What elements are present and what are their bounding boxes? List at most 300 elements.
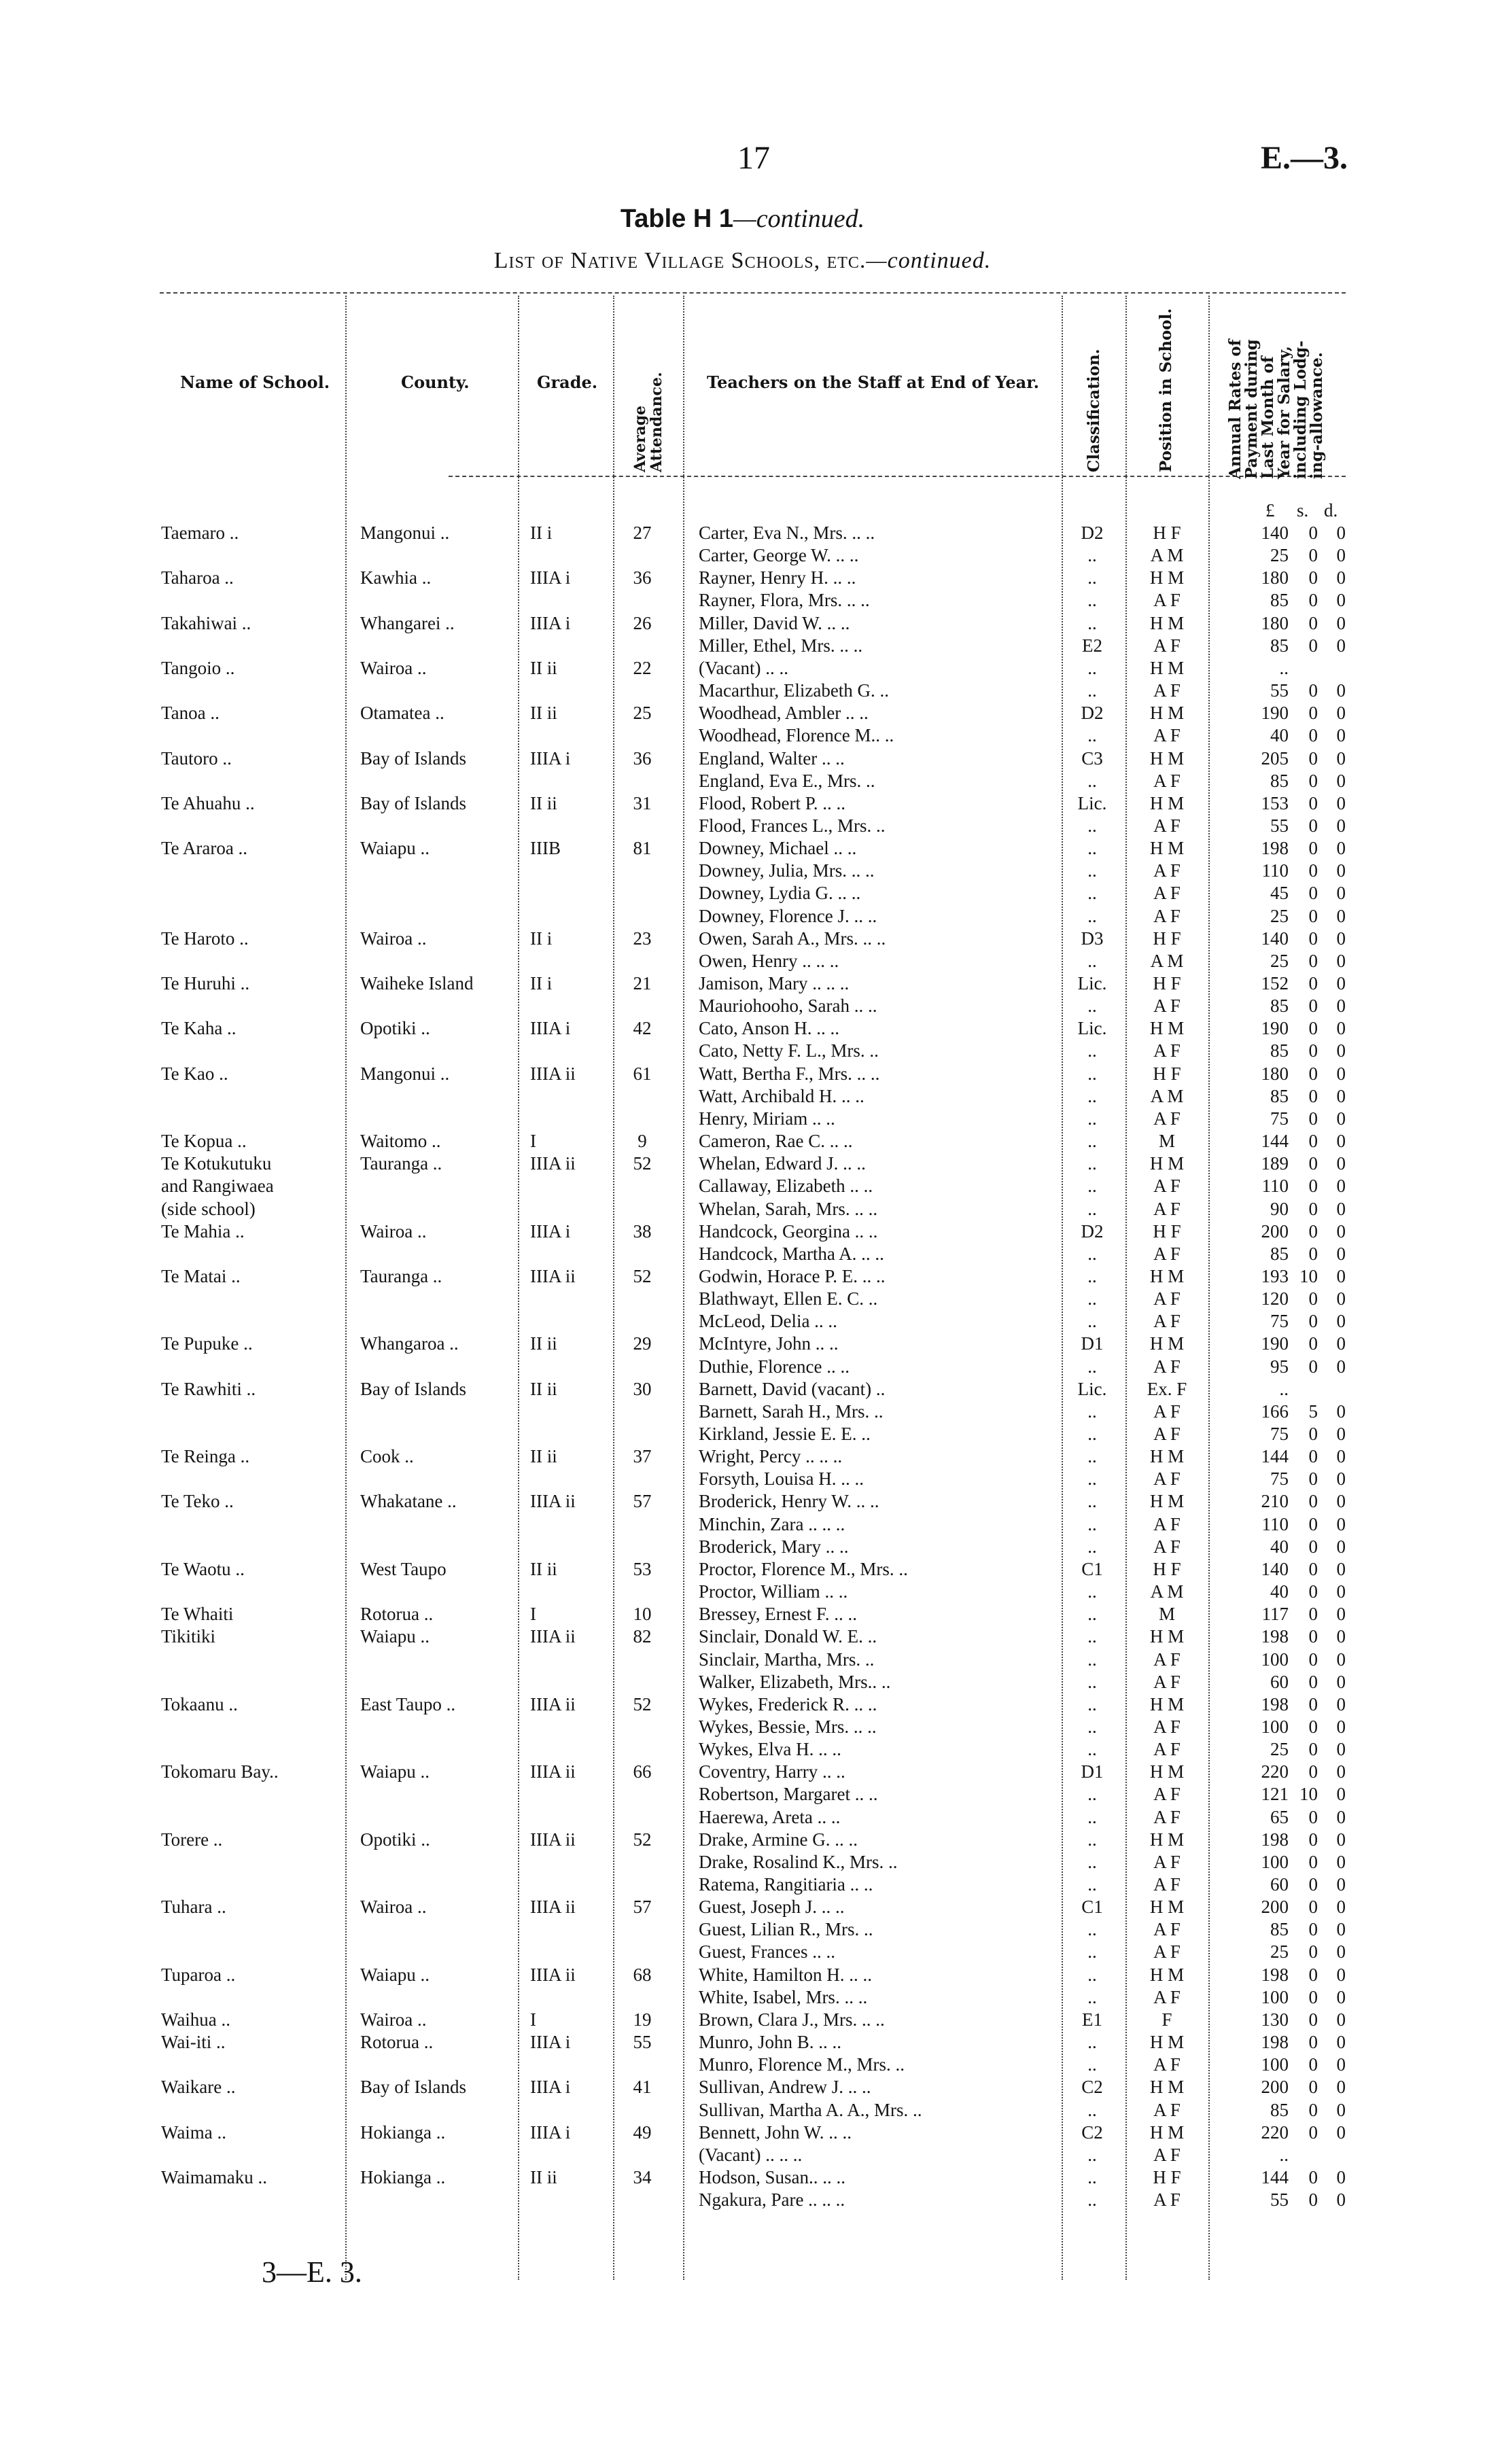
teacher-name: Sullivan, Martha A. A., Mrs. .. [699, 2100, 922, 2120]
pence-value: 0 [1336, 1153, 1346, 1174]
position-value: A F [1153, 680, 1181, 701]
classification-value: .. [1087, 725, 1097, 745]
teacher-name: Broderick, Henry W. .. .. [699, 1491, 879, 1511]
teacher-name: Sinclair, Donald W. E. .. [699, 1626, 877, 1647]
school-name: Te Pupuke .. [161, 1333, 253, 1354]
position-value: A F [1153, 996, 1181, 1016]
grade-value: IIIA ii [530, 1761, 576, 1782]
header-rates-line: Year for Salary, [1275, 346, 1293, 479]
pence-value: 0 [1336, 1401, 1346, 1422]
classification-value: D2 [1081, 703, 1104, 723]
school-name: Wai-iti .. [161, 2032, 226, 2052]
attendance-value: 36 [633, 567, 652, 588]
pounds-value: 110 [1261, 860, 1289, 881]
grade-value: I [530, 1131, 536, 1151]
shillings-value: 0 [1308, 1199, 1318, 1219]
school-name: Te Teko .. [161, 1491, 234, 1511]
position-value: H F [1153, 973, 1181, 993]
pence-value: 0 [1336, 1784, 1346, 1804]
teacher-name: Jamison, Mary .. .. .. [699, 973, 850, 993]
pounds-value: 75 [1270, 1468, 1289, 1489]
teacher-name: Munro, John B. .. .. [699, 2032, 842, 2052]
pounds-value: 100 [1261, 1649, 1289, 1670]
teacher-name: Downey, Lydia G. .. .. [699, 883, 861, 903]
pounds-value: 220 [1261, 1761, 1289, 1782]
shillings-value: 0 [1308, 793, 1318, 813]
county-name: East Taupo .. [360, 1694, 456, 1714]
pence-value: 0 [1336, 1018, 1346, 1038]
shillings-value: 0 [1308, 2100, 1318, 2120]
teacher-name: Duthie, Florence .. .. [699, 1356, 850, 1377]
position-value: A F [1153, 1199, 1181, 1219]
county-name: Wairoa .. [360, 658, 427, 678]
pounds-value: 85 [1270, 2100, 1289, 2120]
position-value: A F [1153, 1941, 1181, 1962]
pence-value: 0 [1336, 725, 1346, 745]
classification-value: D1 [1081, 1333, 1104, 1354]
classification-value: .. [1087, 1288, 1097, 1309]
classification-value: D1 [1081, 1761, 1104, 1782]
pounds-value: 25 [1270, 906, 1289, 926]
pounds-value: 205 [1261, 748, 1289, 769]
pounds-value: 100 [1261, 1987, 1289, 2007]
attendance-value: 53 [633, 1559, 652, 1579]
pence-value: 0 [1336, 1852, 1346, 1872]
shillings-value: 0 [1308, 545, 1318, 565]
teacher-name: White, Hamilton H. .. .. [699, 1965, 872, 1985]
county-name: Rotorua .. [360, 1604, 434, 1624]
shillings-value: 0 [1308, 1604, 1318, 1624]
pounds-value: 95 [1270, 1356, 1289, 1377]
teacher-name: Flood, Robert P. .. .. [699, 793, 846, 813]
attendance-value: 52 [633, 1694, 652, 1714]
header-position: Position in School. [1157, 308, 1175, 472]
school-name: Te Ahuahu .. [161, 793, 255, 813]
pence-value: 0 [1336, 1040, 1346, 1061]
pounds-value: .. [1279, 2145, 1289, 2165]
school-name: Tautoro .. [161, 748, 232, 769]
position-value: M [1158, 1131, 1175, 1151]
school-name: and Rangiwaea [161, 1176, 274, 1196]
county-name: Wairoa .. [360, 1897, 427, 1917]
currency-shillings-header: s. [1297, 500, 1309, 521]
pounds-value: 198 [1261, 1694, 1289, 1714]
teacher-name: Drake, Armine G. .. .. [699, 1829, 858, 1850]
grade-value: II ii [530, 1379, 557, 1399]
teacher-name: Handcock, Martha A. .. .. [699, 1244, 884, 1264]
classification-value: .. [1087, 906, 1097, 926]
teacher-name: (Vacant) .. .. .. [699, 2145, 803, 2165]
county-name: Wairoa .. [360, 2009, 427, 2030]
shillings-value: 0 [1308, 1987, 1318, 2007]
shillings-value: 0 [1308, 1807, 1318, 1827]
classification-value: .. [1087, 590, 1097, 610]
shillings-value: 0 [1308, 1333, 1318, 1354]
pence-value: 0 [1336, 1919, 1346, 1939]
classification-value: .. [1087, 1063, 1097, 1084]
teacher-name: Ngakura, Pare .. .. .. [699, 2189, 845, 2210]
pence-value: 0 [1336, 613, 1346, 633]
school-name: Te Whaiti [161, 1604, 234, 1624]
pounds-value: 60 [1270, 1874, 1289, 1895]
shillings-value: 0 [1308, 1108, 1318, 1129]
grade-value: II i [530, 928, 553, 949]
county-name: Tauranga .. [360, 1153, 442, 1174]
pounds-value: 85 [1270, 1244, 1289, 1264]
county-name: Cook .. [360, 1446, 414, 1466]
pence-value: 0 [1336, 1288, 1346, 1309]
school-name: Te Rawhiti .. [161, 1379, 256, 1399]
attendance-value: 66 [633, 1761, 652, 1782]
currency-pence-header: d. [1324, 500, 1338, 521]
school-name: Te Kopua .. [161, 1131, 247, 1151]
shillings-value: 0 [1308, 2032, 1318, 2052]
attendance-value: 21 [633, 973, 652, 993]
attendance-value: 36 [633, 748, 652, 769]
county-name: Waiapu .. [360, 1965, 430, 1985]
pence-value: 0 [1336, 1108, 1346, 1129]
school-name: Takahiwai .. [161, 613, 251, 633]
shillings-value: 0 [1308, 1153, 1318, 1174]
classification-value: Lic. [1077, 1379, 1107, 1399]
teacher-name: Guest, Lilian R., Mrs. .. [699, 1919, 873, 1939]
shillings-value: 0 [1308, 883, 1318, 903]
attendance-value: 81 [633, 838, 652, 858]
grade-value: IIIA ii [530, 1063, 576, 1084]
teacher-name: Woodhead, Ambler .. .. [699, 703, 869, 723]
school-name: Taharoa .. [161, 567, 234, 588]
school-name: Te Kao .. [161, 1063, 228, 1084]
school-name: (side school) [161, 1199, 256, 1219]
county-name: Whangaroa .. [360, 1333, 459, 1354]
position-value: A F [1153, 1739, 1181, 1759]
pounds-value: 40 [1270, 1581, 1289, 1602]
pounds-value: 180 [1261, 1063, 1289, 1084]
shillings-value: 0 [1308, 635, 1318, 656]
classification-value: .. [1087, 1581, 1097, 1602]
shillings-value: 0 [1308, 1829, 1318, 1850]
teacher-name: Cato, Anson H. .. .. [699, 1018, 840, 1038]
pounds-value: 55 [1270, 2189, 1289, 2210]
pounds-value: 198 [1261, 1829, 1289, 1850]
position-value: H M [1149, 2032, 1185, 2052]
shillings-value: 0 [1308, 1424, 1318, 1444]
grade-value: IIIA i [530, 2032, 571, 2052]
table-title [0, 204, 1485, 234]
pence-value: 0 [1336, 1941, 1346, 1962]
pence-value: 0 [1336, 793, 1346, 813]
pence-value: 0 [1336, 1131, 1346, 1151]
position-value: A F [1153, 1536, 1181, 1557]
pounds-value: 220 [1261, 2122, 1289, 2143]
shillings-value: 0 [1308, 1018, 1318, 1038]
teacher-name: Rayner, Flora, Mrs. .. .. [699, 590, 870, 610]
grade-value: IIIA ii [530, 1266, 576, 1286]
classification-value: .. [1087, 1784, 1097, 1804]
table-top-rule [160, 292, 1346, 294]
teacher-name: Sinclair, Martha, Mrs. .. [699, 1649, 875, 1670]
classification-value: .. [1087, 1491, 1097, 1511]
school-name: Torere .. [161, 1829, 223, 1850]
position-value: A F [1153, 2145, 1181, 2165]
pence-value: 0 [1336, 883, 1346, 903]
classification-value: .. [1087, 1266, 1097, 1286]
pounds-value: 140 [1261, 523, 1289, 543]
pence-value: 0 [1336, 1761, 1346, 1782]
shillings-value: 0 [1308, 860, 1318, 881]
grade-value: I [530, 2009, 536, 2030]
position-value: A F [1153, 1356, 1181, 1377]
pounds-value: 85 [1270, 590, 1289, 610]
attendance-value: 37 [633, 1446, 652, 1466]
position-value: H M [1149, 793, 1185, 813]
attendance-value: 57 [633, 1491, 652, 1511]
position-value: A M [1150, 1086, 1184, 1106]
pounds-value: 25 [1270, 951, 1289, 971]
attendance-value: 34 [633, 2167, 652, 2187]
pounds-value: 100 [1261, 1852, 1289, 1872]
pence-value: 0 [1336, 906, 1346, 926]
table-subtitle [0, 248, 1485, 274]
pence-value: 0 [1336, 703, 1346, 723]
position-value: Ex. F [1147, 1379, 1187, 1399]
classification-value: C2 [1081, 2122, 1103, 2143]
teacher-name: Wykes, Frederick R. .. .. [699, 1694, 877, 1714]
pence-value: 0 [1336, 748, 1346, 769]
classification-value: .. [1087, 545, 1097, 565]
pence-value: 0 [1336, 2009, 1346, 2030]
header-rates-line: ing-allowance. [1308, 352, 1326, 479]
school-name: Tikitiki [161, 1626, 216, 1647]
pence-value: 0 [1336, 2100, 1346, 2120]
position-value: H F [1153, 523, 1181, 543]
school-name: Taemaro .. [161, 523, 239, 543]
position-value: H M [1149, 658, 1185, 678]
pence-value: 0 [1336, 951, 1346, 971]
shillings-value: 0 [1308, 1626, 1318, 1647]
classification-value: Lic. [1077, 793, 1107, 813]
position-value: A F [1153, 1852, 1181, 1872]
teacher-name: Carter, Eva N., Mrs. .. .. [699, 523, 875, 543]
pence-value: 0 [1336, 1626, 1346, 1647]
classification-value: .. [1087, 1086, 1097, 1106]
pence-value: 0 [1336, 2077, 1346, 2097]
attendance-value: 29 [633, 1333, 652, 1354]
teacher-name: Watt, Archibald H. .. .. [699, 1086, 864, 1106]
header-rates-line: Payment during [1242, 339, 1261, 479]
pounds-value: 40 [1270, 725, 1289, 745]
county-name: Kawhia .. [360, 567, 432, 588]
position-value: H M [1149, 1626, 1185, 1647]
classification-value: .. [1087, 1108, 1097, 1129]
school-name: Waihua .. [161, 2009, 231, 2030]
header-rates-line: including Lodg- [1291, 340, 1310, 479]
shillings-value: 10 [1299, 1266, 1318, 1286]
classification-value: .. [1087, 1244, 1097, 1264]
header-bottom-rule [449, 476, 1346, 477]
pounds-value: 198 [1261, 1965, 1289, 1985]
shillings-value: 0 [1308, 1514, 1318, 1534]
teacher-name: Hodson, Susan.. .. .. [699, 2167, 846, 2187]
shillings-value: 0 [1308, 1874, 1318, 1895]
pounds-value: 25 [1270, 1739, 1289, 1759]
pounds-value: 180 [1261, 613, 1289, 633]
grade-value: IIIA i [530, 2077, 571, 2097]
grade-value: II ii [530, 1559, 557, 1579]
shillings-value: 0 [1308, 815, 1318, 836]
classification-value: C1 [1081, 1559, 1103, 1579]
position-value: H M [1149, 1266, 1185, 1286]
position-value: A M [1150, 1581, 1184, 1602]
position-value: H F [1153, 1559, 1181, 1579]
school-name: Te Haroto .. [161, 928, 249, 949]
shillings-value: 0 [1308, 1356, 1318, 1377]
classification-value: .. [1087, 883, 1097, 903]
position-value: A M [1150, 951, 1184, 971]
position-value: H M [1149, 1965, 1185, 1985]
header-grade: Grade. [537, 372, 598, 392]
position-value: A F [1153, 1108, 1181, 1129]
shillings-value: 0 [1308, 680, 1318, 701]
position-value: A F [1153, 1987, 1181, 2007]
grade-value: IIIB [530, 838, 561, 858]
classification-value: .. [1087, 2100, 1097, 2120]
attendance-value: 9 [637, 1131, 647, 1151]
shillings-value: 0 [1308, 973, 1318, 993]
classification-value: .. [1087, 1040, 1097, 1061]
pounds-value: 75 [1270, 1424, 1289, 1444]
school-name: Te Reinga .. [161, 1446, 250, 1466]
pounds-value: 85 [1270, 1919, 1289, 1939]
teacher-name: Bressey, Ernest F. .. .. [699, 1604, 858, 1624]
position-value: H M [1149, 1018, 1185, 1038]
teacher-name: Ratema, Rangitiaria .. .. [699, 1874, 873, 1895]
position-value: H F [1153, 1063, 1181, 1084]
grade-value: IIIA ii [530, 1897, 576, 1917]
grade-value: II ii [530, 1446, 557, 1466]
attendance-value: 57 [633, 1897, 652, 1917]
shillings-value: 0 [1308, 1446, 1318, 1466]
teacher-name: Downey, Julia, Mrs. .. .. [699, 860, 875, 881]
pence-value: 0 [1336, 545, 1346, 565]
pounds-value: 140 [1261, 928, 1289, 949]
county-name: Otamatea .. [360, 703, 444, 723]
school-name: Tokaanu .. [161, 1694, 238, 1714]
currency-pounds-header: £ [1265, 500, 1275, 521]
classification-value: .. [1087, 2189, 1097, 2210]
shillings-value: 0 [1308, 590, 1318, 610]
pounds-value: 25 [1270, 545, 1289, 565]
pounds-value: 166 [1261, 1401, 1289, 1422]
pounds-value: .. [1279, 658, 1289, 678]
pence-value: 0 [1336, 2032, 1346, 2052]
attendance-value: 27 [633, 523, 652, 543]
pounds-value: 198 [1261, 838, 1289, 858]
teacher-name: Downey, Michael .. .. [699, 838, 857, 858]
pence-value: 0 [1336, 860, 1346, 881]
classification-value: C3 [1081, 748, 1103, 769]
position-value: H F [1153, 2167, 1181, 2187]
teacher-name: Mauriohooho, Sarah .. .. [699, 996, 877, 1016]
classification-value: .. [1087, 1626, 1097, 1647]
school-name: Tuparoa .. [161, 1965, 236, 1985]
header-classification: Classification. [1085, 349, 1103, 472]
shillings-value: 0 [1308, 1221, 1318, 1242]
teacher-name: Henry, Miriam .. .. [699, 1108, 835, 1129]
school-name: Te Waotu .. [161, 1559, 245, 1579]
shillings-value: 5 [1308, 1401, 1318, 1422]
classification-value: .. [1087, 613, 1097, 633]
classification-value: .. [1087, 1468, 1097, 1489]
shillings-value: 0 [1308, 1536, 1318, 1557]
teacher-name: Guest, Joseph J. .. .. [699, 1897, 845, 1917]
grade-value: II ii [530, 703, 557, 723]
county-name: Hokianga .. [360, 2122, 446, 2143]
shillings-value: 0 [1308, 928, 1318, 949]
classification-value: .. [1087, 1176, 1097, 1196]
teacher-name: Sullivan, Andrew J. .. .. [699, 2077, 871, 2097]
shillings-value: 0 [1308, 1897, 1318, 1917]
attendance-value: 82 [633, 1626, 652, 1647]
pounds-value: 85 [1270, 996, 1289, 1016]
header-attendance: Average Attendance. [631, 372, 665, 472]
shillings-value: 0 [1308, 1761, 1318, 1782]
county-name: Mangonui .. [360, 523, 450, 543]
teacher-name: Callaway, Elizabeth .. .. [699, 1176, 873, 1196]
classification-value: .. [1087, 1694, 1097, 1714]
teacher-name: Wykes, Elva H. .. .. [699, 1739, 841, 1759]
position-value: A F [1153, 1401, 1181, 1422]
county-name: Wairoa .. [360, 928, 427, 949]
grade-value: II ii [530, 1333, 557, 1354]
shillings-value: 0 [1308, 1063, 1318, 1084]
pounds-value: 55 [1270, 680, 1289, 701]
attendance-value: 49 [633, 2122, 652, 2143]
pence-value: 0 [1336, 1468, 1346, 1489]
grade-value: IIIA i [530, 1018, 571, 1038]
position-value: A F [1153, 2189, 1181, 2210]
pence-value: 0 [1336, 1356, 1346, 1377]
shillings-value: 0 [1308, 748, 1318, 769]
grade-value: I [530, 1604, 536, 1624]
position-value: A F [1153, 2100, 1181, 2120]
grade-value: II i [530, 973, 553, 993]
pence-value: 0 [1336, 1649, 1346, 1670]
pence-value: 0 [1336, 1176, 1346, 1196]
county-name: Mangonui .. [360, 1063, 450, 1084]
pounds-value: 190 [1261, 1018, 1289, 1038]
pence-value: 0 [1336, 1739, 1346, 1759]
teacher-name: Kirkland, Jessie E. E. .. [699, 1424, 871, 1444]
pounds-value: 144 [1261, 1131, 1289, 1151]
column-divider [1208, 296, 1210, 2280]
pounds-value: 152 [1261, 973, 1289, 993]
classification-value: .. [1087, 1965, 1097, 1985]
header-teachers: Teachers on the Staff at End of Year. [707, 372, 1039, 392]
shillings-value: 0 [1308, 1311, 1318, 1331]
county-name: Waitomo .. [360, 1131, 441, 1151]
shillings-value: 0 [1308, 613, 1318, 633]
pounds-value: 140 [1261, 1559, 1289, 1579]
position-value: A M [1150, 545, 1184, 565]
pence-value: 0 [1336, 2054, 1346, 2075]
attendance-value: 55 [633, 2032, 652, 2052]
county-name: Wairoa .. [360, 1221, 427, 1242]
grade-value: II i [530, 523, 553, 543]
position-value: A F [1153, 1468, 1181, 1489]
shillings-value: 0 [1308, 1672, 1318, 1692]
grade-value: IIIA ii [530, 1153, 576, 1174]
